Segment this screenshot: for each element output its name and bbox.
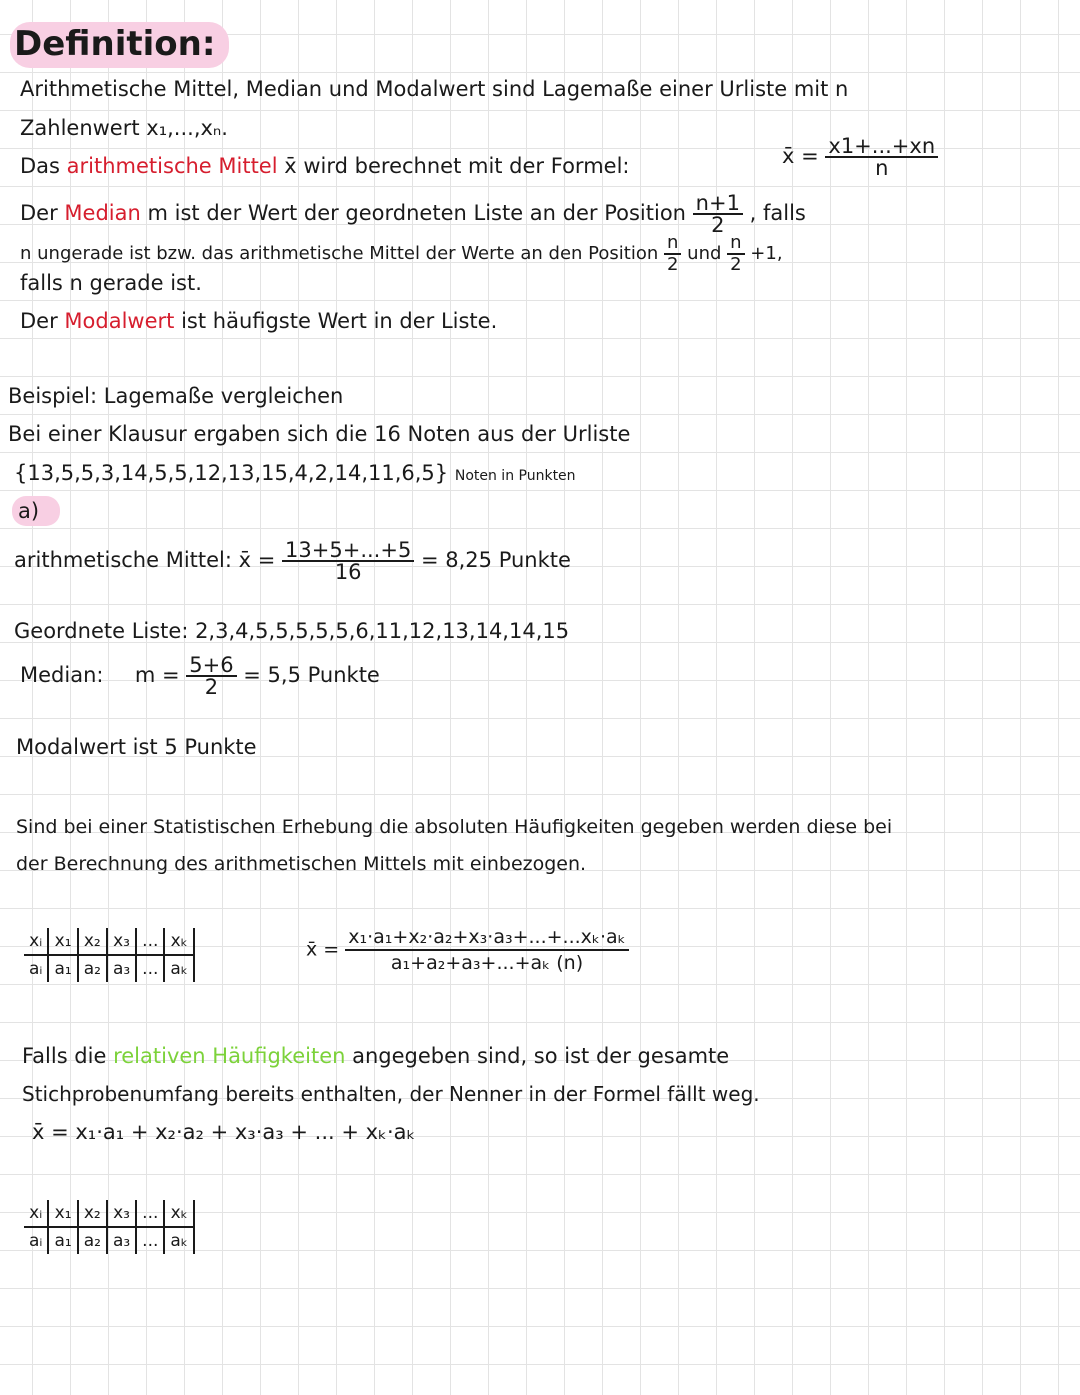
- table-row: [24, 1227, 194, 1254]
- example-line-1: Bei einer Klausur ergaben sich die 16 Noten aus der Urliste: [8, 422, 631, 446]
- table-cell: aᵢ: [24, 955, 48, 982]
- abs-formula-fraction: [345, 925, 629, 975]
- table-cell: a₂: [78, 955, 107, 982]
- example-mode: Modalwert ist 5 Punkte: [16, 735, 257, 759]
- def-line-5-suffix: +1,: [750, 243, 783, 264]
- rel-line-1-prefix: Falls die: [22, 1044, 107, 1068]
- def-line-7-prefix: Der: [20, 309, 58, 333]
- abs-formula-numerator: x₁·a₁+x₂·a₂+x₃·a₃+...+...xₖ·aₖ: [345, 925, 629, 951]
- table-cell: ...: [136, 928, 164, 955]
- example-urlist: [14, 460, 576, 489]
- example-mean-denominator: 16: [334, 560, 362, 584]
- example-median-denominator: 2: [204, 675, 219, 699]
- table-cell: x₃: [107, 1200, 136, 1227]
- table-cell: x₁: [48, 1200, 77, 1227]
- median-position-numerator: n+1: [693, 193, 743, 215]
- table-cell: x₃: [107, 928, 136, 955]
- rel-line-1: [22, 1043, 729, 1069]
- def-line-7-text: ist häufigste Wert in der Liste.: [181, 309, 498, 333]
- table-cell: x₁: [48, 928, 77, 955]
- example-median-lhs: m =: [134, 663, 180, 687]
- def-line-1: Arithmetische Mittel, Median und Modalwert sind Lagemaße einer Urliste mit n: [20, 77, 849, 101]
- def-line-4: [20, 193, 806, 235]
- term-mode: Modalwert: [64, 309, 175, 333]
- example-median-numerator: 5+6: [186, 655, 236, 677]
- table-cell: x₂: [78, 928, 107, 955]
- example-median-label: Median:: [20, 663, 104, 687]
- def-line-4-text: m ist der Wert der geordneten Liste an der Position: [147, 201, 686, 225]
- abs-formula-lhs: x̄ =: [306, 938, 340, 961]
- urlist-note: Noten in Punkten: [454, 468, 576, 484]
- even-position-fraction-1: [664, 233, 681, 275]
- table-cell: xᵢ: [24, 928, 48, 955]
- mean-formula: [782, 136, 938, 178]
- abs-line-2: der Berechnung des arithmetischen Mittels mit einbezogen.: [16, 853, 587, 875]
- abs-formula: [306, 925, 629, 975]
- table-cell: a₁: [48, 1227, 77, 1254]
- table-cell: aₖ: [164, 1227, 194, 1254]
- rel-frequency-table: [24, 1200, 195, 1254]
- even-position-1-denominator: 2: [666, 254, 679, 275]
- def-line-3: [20, 153, 629, 179]
- example-heading: Beispiel: Lagemaße vergleichen: [8, 384, 344, 408]
- mean-formula-denominator: n: [875, 156, 889, 180]
- median-position-fraction: [693, 193, 743, 235]
- example-median-result: = 5,5 Punkte: [243, 663, 380, 687]
- part-a-label: a): [18, 499, 40, 523]
- abs-frequency-table: [24, 928, 195, 982]
- def-line-7: [20, 308, 497, 334]
- table-cell: xₖ: [164, 928, 194, 955]
- even-position-2-denominator: 2: [730, 254, 742, 275]
- def-line-4-suffix: , falls: [749, 201, 806, 225]
- table-cell: x₂: [78, 1200, 107, 1227]
- table-cell: xᵢ: [24, 1200, 48, 1227]
- table-cell: a₃: [107, 955, 136, 982]
- table-cell: xₖ: [164, 1200, 194, 1227]
- example-median-fraction: [186, 655, 236, 697]
- def-line-6: falls n gerade ist.: [20, 271, 202, 295]
- example-mean-numerator: 13+5+...+5: [282, 540, 414, 562]
- def-line-5-und: und: [687, 243, 722, 264]
- table-row: [24, 928, 194, 955]
- mean-formula-fraction: [825, 136, 938, 178]
- def-line-3-text: x̄ wird berechnet mit der Formel:: [284, 154, 630, 178]
- abs-formula-denominator: a₁+a₂+a₃+...+aₖ (n): [390, 952, 584, 974]
- mean-formula-numerator: x1+...+xn: [825, 136, 938, 158]
- table-cell: ...: [136, 1227, 164, 1254]
- abs-line-1: Sind bei einer Statistischen Erhebung die absoluten Häufigkeiten gegeben werden diese bei: [16, 816, 893, 838]
- table-cell: ...: [136, 1200, 164, 1227]
- urlist-values: {13,5,5,3,14,5,5,12,13,15,4,2,14,11,6,5}: [14, 461, 449, 485]
- def-line-2: Zahlenwert x₁,...,xₙ.: [20, 116, 228, 140]
- def-line-4-prefix: Der: [20, 201, 58, 225]
- example-mean-lhs: x̄ =: [238, 548, 276, 572]
- table-cell: ...: [136, 955, 164, 982]
- table-cell: aᵢ: [24, 1227, 48, 1254]
- rel-line-1-text: angegeben sind, so ist der gesamte: [352, 1044, 730, 1068]
- even-position-fraction-2: [727, 233, 744, 275]
- example-mean: [14, 540, 571, 582]
- example-mean-result: = 8,25 Punkte: [421, 548, 571, 572]
- table-row: [24, 1200, 194, 1227]
- def-line-5-text: n ungerade ist bzw. das arithmetische Mittel der Werte an den Position: [20, 243, 659, 264]
- def-line-3-prefix: Das: [20, 154, 60, 178]
- table-cell: a₃: [107, 1227, 136, 1254]
- rel-formula: x̄ = x₁·a₁ + x₂·a₂ + x₃·a₃ + ... + xₖ·aₖ: [32, 1120, 416, 1144]
- table-row: [24, 955, 194, 982]
- example-mean-fraction: [282, 540, 414, 582]
- median-position-denominator: 2: [711, 213, 725, 237]
- page-title: Definition:: [10, 22, 229, 68]
- term-relative-frequencies: relativen Häufigkeiten: [113, 1044, 346, 1068]
- example-sorted-list: Geordnete Liste: 2,3,4,5,5,5,5,5,6,11,12,13,14,14,15: [14, 619, 570, 643]
- example-median: [20, 655, 380, 697]
- term-arithmetic-mean: arithmetische Mittel: [66, 154, 278, 178]
- table-cell: a₁: [48, 955, 77, 982]
- rel-line-2: Stichprobenumfang bereits enthalten, der Nenner in der Formel fällt weg.: [22, 1082, 760, 1106]
- mean-formula-lhs: x̄ =: [782, 144, 819, 168]
- example-mean-label: arithmetische Mittel:: [14, 548, 232, 572]
- def-line-5: [20, 233, 783, 275]
- even-position-2-numerator: n: [727, 233, 744, 255]
- term-median: Median: [64, 201, 141, 225]
- table-cell: a₂: [78, 1227, 107, 1254]
- even-position-1-numerator: n: [664, 233, 681, 255]
- table-cell: aₖ: [164, 955, 194, 982]
